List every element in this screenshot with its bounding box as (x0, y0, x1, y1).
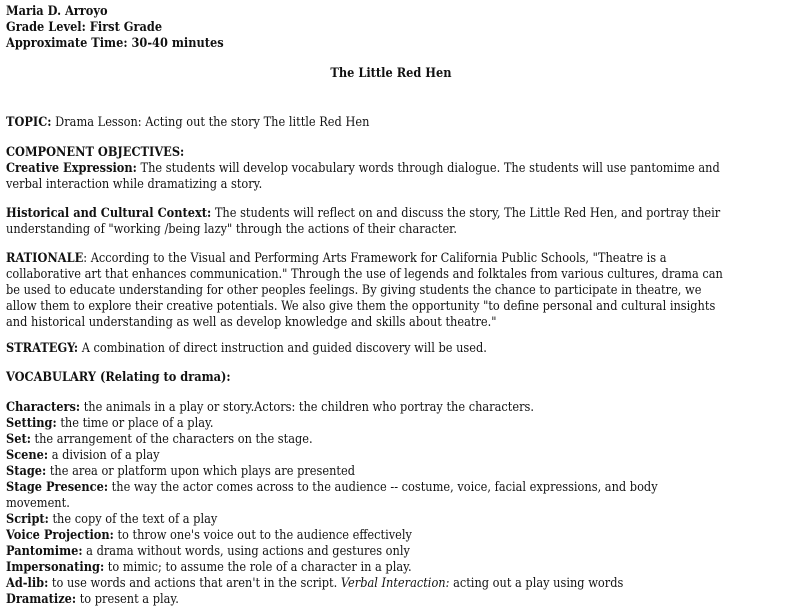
vocab-definition: the copy of the text of a play (48, 512, 218, 527)
vocab-item (6, 464, 794, 480)
vocab-definition: the time or place of a play. (56, 416, 214, 431)
vocab-item (6, 528, 794, 544)
topic-label: TOPIC: (6, 115, 52, 130)
vocab-definition: to throw one's voice out to the audience effectively (113, 528, 412, 543)
objectives-heading (6, 145, 794, 161)
lesson-document (6, 4, 794, 608)
rationale-line: and historical understanding as well as develop knowledge and skills about theatre." (6, 315, 497, 330)
author-name: Maria D. Arroyo (6, 4, 108, 19)
vocab-term: Ad-lib: (6, 576, 49, 591)
topic-text: Drama Lesson: Acting out the story The little Red Hen (51, 115, 370, 130)
vocab-item (6, 512, 794, 528)
vocab-term: Stage: (6, 464, 47, 479)
vocab-term: Impersonating: (6, 560, 105, 575)
historical-label: Historical and Cultural Context: (6, 206, 212, 221)
historical-context-cont: understanding of "working /being lazy" through the actions of their character. (6, 222, 457, 237)
vocab-item (6, 480, 794, 496)
creative-expression (6, 161, 794, 177)
time-text: Approximate Time: 30-40 minutes (6, 36, 224, 51)
vocab-term: Script: (6, 512, 49, 527)
vocabulary-list (6, 400, 794, 608)
grade-text: Grade Level: First Grade (6, 20, 163, 35)
creative-text: The students will develop vocabulary words through dialogue. The students will use pantomime and (136, 161, 720, 176)
approx-time (6, 36, 794, 52)
vocab-definition: the way the actor comes across to the audience -- costume, voice, facial expressions, and body (108, 480, 658, 495)
vocab-definition-cont: movement. (6, 496, 70, 511)
strategy (6, 341, 794, 357)
topic (6, 115, 794, 131)
vocab-term: Voice Projection: (6, 528, 114, 543)
vocab-item (6, 544, 794, 560)
vocab-term: Pantomime: (6, 544, 83, 559)
grade-level (6, 20, 794, 36)
vocab-definition: to mimic; to assume the role of a character in a play. (104, 560, 412, 575)
strategy-text: A combination of direct instruction and guided discovery will be used. (78, 341, 487, 356)
objectives-heading-text: COMPONENT OBJECTIVES: (6, 145, 185, 160)
creative-expression-cont: verbal interaction while dramatizing a story. (6, 177, 263, 192)
vocab-term-italic: Verbal Interaction: (340, 576, 450, 591)
vocab-definition: to present a play. (76, 592, 179, 607)
rationale (6, 251, 794, 267)
strategy-label: STRATEGY: (6, 341, 79, 356)
rationale-text: : According to the Visual and Performing Arts Framework for California Public Schools, "Theatre is a (83, 251, 667, 266)
vocab-item (6, 560, 794, 576)
vocab-term: Stage Presence: (6, 480, 109, 495)
creative-label: Creative Expression: (6, 161, 137, 176)
vocab-definition: a drama without words, using actions and gestures only (82, 544, 410, 559)
vocab-term: Dramatize: (6, 592, 77, 607)
rationale-line: collaborative art that enhances communication." Through the use of legends and folktales from various cultures, drama can (6, 267, 723, 282)
historical-context (6, 206, 794, 222)
historical-text: The students will reflect on and discuss the story, The Little Red Hen, and portray their (211, 206, 721, 221)
vocab-item (6, 400, 794, 416)
vocab-item (6, 576, 794, 592)
vocabulary-heading (6, 370, 794, 386)
document-title: The Little Red Hen (330, 66, 452, 81)
rationale-label: RATIONALE (6, 251, 84, 266)
vocabulary-heading-text: VOCABULARY (Relating to drama): (6, 370, 231, 385)
vocab-item (6, 416, 794, 432)
vocab-term: Characters: (6, 400, 81, 415)
rationale-line: allow them to explore their creative potentials. We also give them the opportunity "to define personal and cultural insights (6, 299, 716, 314)
vocab-definition: a division of a play (48, 448, 160, 463)
vocab-term: Set: (6, 432, 31, 447)
vocab-term: Setting: (6, 416, 57, 431)
vocab-definition: to use words and actions that aren't in the script. (48, 576, 341, 591)
vocab-item (6, 448, 794, 464)
rationale-line: be used to educate understanding for other peoples feelings. By giving students the chance to participate in theatre, we (6, 283, 702, 298)
vocab-definition: the arrangement of the characters on the stage. (30, 432, 313, 447)
vocab-term: Scene: (6, 448, 49, 463)
vocab-item (6, 592, 794, 608)
vocab-item (6, 432, 794, 448)
vocab-definition: acting out a play using words (449, 576, 624, 591)
vocab-definition: the animals in a play or story.Actors: the children who portray the characters. (80, 400, 534, 415)
vocab-definition: the area or platform upon which plays are presented (46, 464, 356, 479)
author (6, 4, 794, 20)
